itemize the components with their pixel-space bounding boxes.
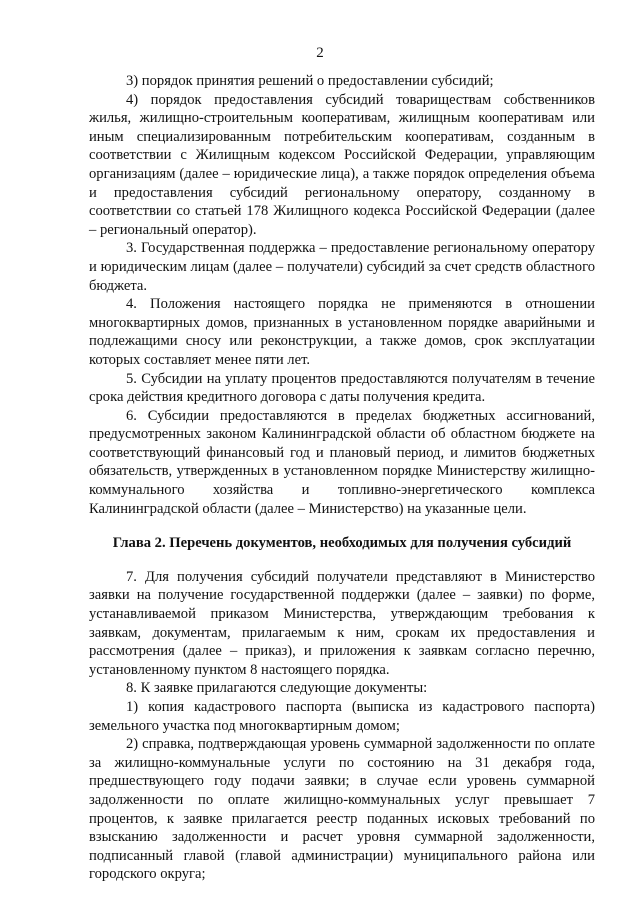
page-number: 2 — [316, 45, 324, 61]
document-item-2: 2) справка, подтверждающая уровень суммарной задолженности по оплате за жилищно-коммунальные услуги по состоянию на 31 декабря года, предшествующего году подачи заявки; в случае если уровень суммарной задолженности по оплате жилищно-коммунальных услуг превышает 7 процентов, к заявке прилагается реестр поданных исковых требований по взысканию задолженности и расчет уровня суммарной задолженности, подписанный главой (главой администрации) муниципального района или городского округа; — [89, 736, 595, 883]
list-item-4: 4) порядок предоставления субсидий товариществам собственников жилья, жилищно-строительным кооперативам, жилищным кооперативам или иным специализированным потребительским кооперативам, созданным в соответствии с Жилищным кодексом Российской Федерации, управляющим организациям (далее – юридические лица), а также порядок определения объема и предоставления субсидий региональному оператору, созданному в соответствии со статьей 178 Жилищного кодекса Российской Федерации (далее – региональный оператор). — [89, 91, 595, 238]
clause-6: 6. Субсидии предоставляются в пределах бюджетных ассигнований, предусмотренных законом Калининградской области об областном бюджете на соответствующий финансовый год и плановый период, и лимитов бюджетных обязательств, утвержденных в установленном порядке Министерству жилищно-коммунального хозяйства и топливно-энергетического комплекса Калининградской области (далее – Министерство) на указанные цели. — [89, 407, 595, 517]
clause-3: 3. Государственная поддержка – предоставление региональному оператору и юридическим лицам (далее – получатели) субсидий за счет средств областного бюджета. — [89, 240, 595, 294]
clause-5: 5. Субсидии на уплату процентов предоставляются получателям в течение срока действия кредитного договора с даты получения кредита. — [89, 370, 595, 406]
chapter-heading: Глава 2. Перечень документов, необходимых для получения субсидий — [112, 535, 572, 552]
clause-7: 7. Для получения субсидий получатели представляют в Министерство заявки на получение государственной поддержки (далее – заявки) по форме, устанавливаемой приказом Министерства, утверждающим требования к заявкам, документам, прилагаемым к ним, срокам их предоставления и рассмотрения (далее – приказ), и приложения к заявкам согласно перечню, установленному пунктом 8 настоящего порядка. — [89, 568, 595, 678]
list-item-3: 3) порядок принятия решений о предоставлении субсидий; — [126, 73, 494, 89]
document-item-1: 1) копия кадастрового паспорта (выписка из кадастрового паспорта) земельного участка под многоквартирным домом; — [89, 699, 595, 734]
document-body — [89, 72, 595, 884]
clause-8: 8. К заявке прилагаются следующие документы: — [126, 680, 428, 697]
clause-4: 4. Положения настоящего порядка не применяются в отношении многоквартирных домов, признанных в установленном порядке аварийными и подлежащими сносу или реконструкции, а также домов, срок эксплуатации которых составляет менее пяти лет. — [89, 296, 595, 368]
